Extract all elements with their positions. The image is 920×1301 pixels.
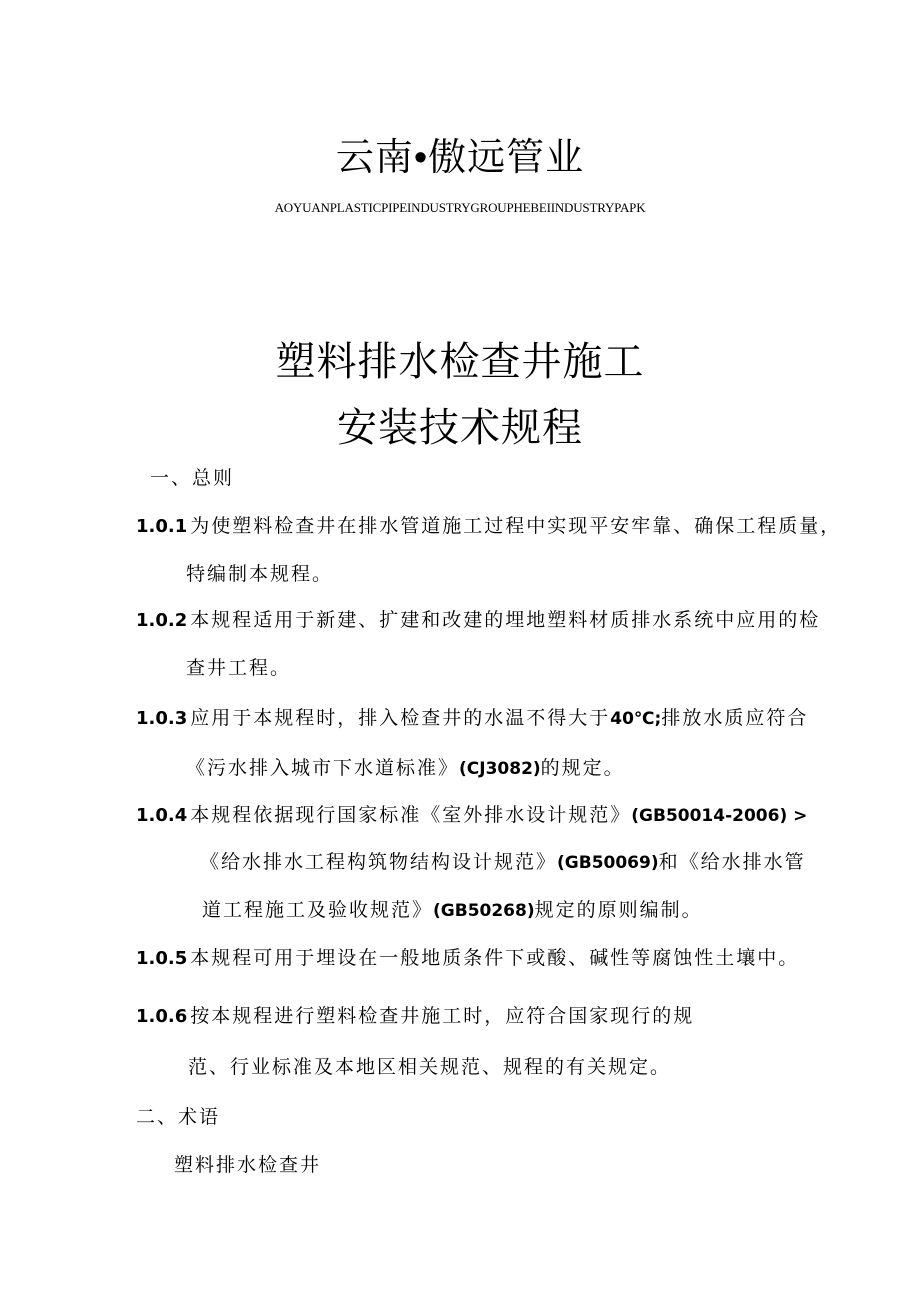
clause-number: 1.0.2 bbox=[136, 610, 188, 631]
clause-1-0-1 bbox=[136, 514, 841, 539]
clause-text: 《给水排水工程构筑物结构设计规范》 bbox=[200, 851, 558, 873]
clause-text: 和《给水排水管 bbox=[658, 851, 806, 873]
section-heading-general: 一、总则 bbox=[150, 467, 235, 489]
clause-1-0-3 bbox=[136, 706, 808, 731]
clause-number: 1.0.6 bbox=[136, 1006, 188, 1027]
clause-text: 本规程适用于新建、扩建和改建的埋地塑料材质排水系统中应用的检 bbox=[190, 609, 821, 631]
clause-1-0-2 bbox=[136, 608, 820, 633]
clause-1-0-6-cont: 范、行业标准及本地区相关规范、规程的有关规定。 bbox=[188, 1056, 672, 1078]
clause-number: 1.0.1 bbox=[136, 516, 188, 537]
clause-1-0-3-cont bbox=[186, 756, 625, 781]
standard-code: (GB50069) bbox=[557, 853, 659, 873]
clause-1-0-4-cont2 bbox=[202, 898, 703, 923]
standard-code: (GB50268) bbox=[433, 901, 535, 921]
company-name: 云南•傲远管业 bbox=[335, 135, 585, 179]
clause-1-0-4-cont1 bbox=[200, 850, 806, 875]
clause-value: 40℃; bbox=[610, 709, 662, 729]
clause-text: 规定的原则编制。 bbox=[534, 899, 703, 921]
company-english-name: AOYUANPLASTICPIPEINDUSTRYGROUPHEBEIINDUSTRYPAPK bbox=[274, 200, 646, 215]
clause-number: 1.0.5 bbox=[136, 948, 188, 969]
clause-text: 排放水质应符合 bbox=[661, 707, 809, 729]
clause-text: 为使塑料检查井在排水管道施工过程中实现平安牢靠、确保工程质量， bbox=[190, 515, 842, 537]
document-title-line2: 安装技术规程 bbox=[337, 405, 583, 451]
clause-1-0-2-cont: 查井工程。 bbox=[186, 657, 292, 679]
clause-text: 本规程可用于埋设在一般地质条件下或酸、碱性等腐蚀性土壤中。 bbox=[190, 947, 800, 969]
clause-1-0-4 bbox=[136, 803, 807, 828]
clause-text: 《污水排入城市下水道标准》 bbox=[186, 757, 460, 779]
standard-code: (GB50014-2006) > bbox=[631, 806, 808, 826]
clause-text: 道工程施工及验收规范》 bbox=[202, 899, 434, 921]
standard-code: (CJ3082) bbox=[459, 759, 541, 779]
clause-1-0-6 bbox=[136, 1004, 694, 1029]
clause-1-0-5 bbox=[136, 946, 799, 971]
clause-1-0-1-cont: 特编制本规程。 bbox=[186, 563, 334, 585]
terms-item: 塑料排水检查井 bbox=[174, 1154, 322, 1176]
clause-text: 本规程依据现行国家标准《室外排水设计规范》 bbox=[190, 804, 632, 826]
section-heading-terms: 二、术语 bbox=[136, 1106, 221, 1128]
document-title-line1: 塑料排水检查井施工 bbox=[275, 339, 645, 385]
clause-number: 1.0.3 bbox=[136, 708, 188, 729]
clause-text: 应用于本规程时，排入检查井的水温不得大于 bbox=[190, 707, 611, 729]
clause-text: 按本规程进行塑料检查井施工时，应符合国家现行的规 bbox=[190, 1005, 695, 1027]
clause-text: 的规定。 bbox=[540, 757, 625, 779]
clause-number: 1.0.4 bbox=[136, 805, 188, 826]
